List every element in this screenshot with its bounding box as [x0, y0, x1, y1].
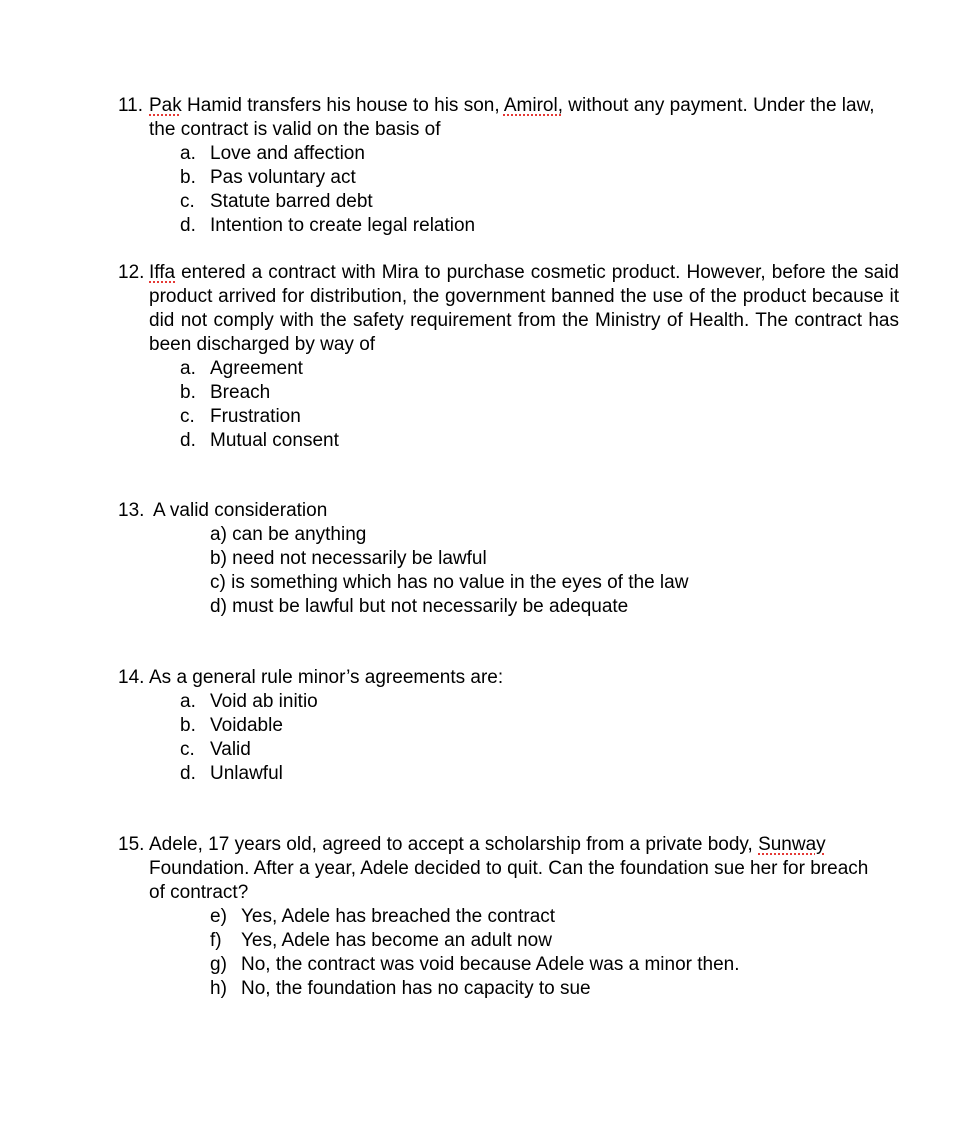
options-list [210, 905, 878, 1001]
option-c [180, 405, 899, 429]
question-13 [118, 499, 899, 619]
option-a [180, 690, 899, 714]
option-d [210, 595, 899, 619]
option-label: a. [180, 358, 196, 379]
option-label: b. [180, 715, 196, 736]
option-text: Yes, Adele has become an adult now [241, 930, 552, 951]
option-b [180, 381, 899, 405]
option-label: a. [180, 691, 196, 712]
option-b [180, 166, 899, 190]
option-label: d. [180, 763, 196, 784]
option-text: Intention to create legal relation [210, 215, 476, 236]
question-number: 15. [118, 834, 145, 855]
option-label: a. [180, 143, 196, 164]
question-stem [118, 499, 899, 523]
option-g [210, 953, 878, 977]
option-label: c. [180, 191, 195, 212]
option-text: No, the foundation has no capacity to sue [241, 978, 591, 999]
option-label: d. [180, 215, 196, 236]
stem-text: As a general rule minor’s agreements are: [149, 667, 504, 688]
option-label: e) [210, 906, 227, 927]
option-c [180, 190, 899, 214]
option-text: Valid [210, 739, 251, 760]
question-stem [118, 666, 899, 690]
option-text: Breach [210, 382, 271, 403]
options-list [210, 523, 899, 619]
stem-text: entered a contract with Mira to purchase cosmetic product. However, before the said product arrived for distribution, the government banned the use of the product because it did not comply with the safety requirement from the Ministry of Health. The contract has been discharged by way of [149, 262, 899, 355]
option-text: Yes, Adele has breached the contract [241, 906, 556, 927]
option-b [210, 547, 899, 571]
stem-text: Adele, 17 years old, agreed to accept a scholarship from a private body, [149, 834, 759, 855]
option-c [210, 571, 899, 595]
option-a [180, 357, 899, 381]
question-stem [118, 94, 899, 142]
question-12 [118, 261, 899, 453]
option-d [180, 429, 899, 453]
option-text: Frustration [210, 406, 301, 427]
misspelled-word: Pak [149, 95, 182, 116]
option-f [210, 929, 878, 953]
option-label: c. [180, 406, 195, 427]
option-text: Mutual consent [210, 430, 339, 451]
option-text: Love and affection [210, 143, 365, 164]
question-14 [118, 666, 899, 786]
question-number: 12. [118, 262, 145, 283]
option-label: c. [180, 739, 195, 760]
question-number: 14. [118, 667, 145, 688]
stem-text: Foundation. After a year, Adele decided to quit. Can the foundation sue her for breach of contract? [149, 858, 869, 903]
option-text: Agreement [210, 358, 303, 379]
option-text: d) must be lawful but not necessarily be adequate [210, 596, 629, 617]
option-label: b. [180, 167, 196, 188]
stem-text: without any payment. Under the law, the contract is valid on the basis of [149, 95, 875, 140]
option-d [180, 214, 899, 238]
option-c [180, 738, 899, 762]
options-list [180, 357, 899, 453]
option-label: f) [210, 930, 222, 951]
option-e [210, 905, 878, 929]
option-text: Statute barred debt [210, 191, 373, 212]
option-text: Voidable [210, 715, 283, 736]
option-text: No, the contract was void because Adele was a minor then. [241, 954, 740, 975]
option-d [180, 762, 899, 786]
option-text: Pas voluntary act [210, 167, 356, 188]
option-text: a) can be anything [210, 524, 367, 545]
option-b [180, 714, 899, 738]
option-text: b) need not necessarily be lawful [210, 548, 487, 569]
question-11 [118, 94, 899, 238]
question-stem [118, 261, 899, 357]
stem-text: Hamid transfers his house to his son, [181, 95, 504, 116]
option-label: b. [180, 382, 196, 403]
option-a [210, 523, 899, 547]
question-number: 13. [118, 500, 145, 521]
options-list [180, 690, 899, 786]
option-text: Void ab initio [210, 691, 318, 712]
misspelled-word: Sunway [758, 834, 826, 855]
option-h [210, 977, 878, 1001]
option-text: Unlawful [210, 763, 283, 784]
option-label: d. [180, 430, 196, 451]
option-label: g) [210, 954, 227, 975]
misspelled-word: Amirol, [503, 95, 563, 116]
option-a [180, 142, 899, 166]
stem-text: A valid consideration [153, 500, 328, 521]
question-number: 11. [118, 95, 144, 116]
question-15 [118, 833, 878, 1001]
misspelled-word: Iffa [149, 262, 176, 283]
option-text: c) is something which has no value in the eyes of the law [210, 572, 689, 593]
options-list [180, 142, 899, 238]
option-label: h) [210, 978, 227, 999]
question-stem [118, 833, 878, 905]
